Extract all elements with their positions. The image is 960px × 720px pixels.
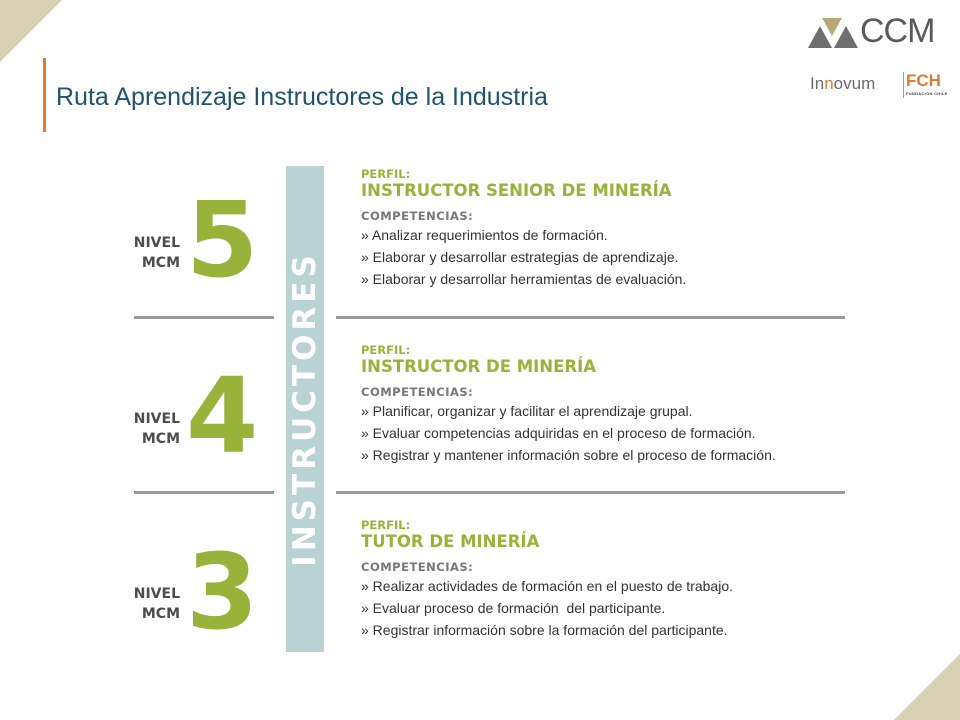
perfil-title: INSTRUCTOR SENIOR DE MINERÍA bbox=[361, 181, 672, 200]
level-3-profile bbox=[361, 519, 861, 641]
nivel-mcm-label: NIVEL MCM bbox=[133, 235, 180, 271]
corner-decoration-bottom-right bbox=[894, 654, 960, 720]
innovum-fch-logo bbox=[810, 72, 950, 100]
level-divider-right bbox=[336, 491, 845, 494]
competencia-item: » Elaborar y desarrollar estrategias de aprendizaje. bbox=[361, 249, 679, 265]
competencias-label: COMPETENCIAS: bbox=[361, 209, 474, 223]
competencia-item: » Realizar actividades de formación en el puesto de trabajo. bbox=[361, 578, 733, 594]
fch-logo-subtext: FUNDACIÓN CHILE bbox=[906, 91, 948, 96]
corner-decoration-top-left bbox=[0, 0, 62, 62]
competencias-label: COMPETENCIAS: bbox=[361, 385, 474, 399]
nivel-mcm-label: NIVEL MCM bbox=[133, 586, 180, 622]
level-number: 5 bbox=[186, 179, 259, 301]
competencias-label: COMPETENCIAS: bbox=[361, 560, 474, 574]
fch-logo-text: FCH bbox=[906, 71, 941, 90]
perfil-title: INSTRUCTOR DE MINERÍA bbox=[361, 357, 596, 376]
level-divider-left bbox=[134, 316, 274, 319]
level-divider-left bbox=[134, 491, 274, 494]
ccm-triangles-icon bbox=[808, 12, 860, 52]
level-5-profile bbox=[361, 168, 861, 290]
level-4-profile bbox=[361, 344, 861, 466]
title-accent-bar bbox=[43, 58, 46, 132]
perfil-label: PERFIL: bbox=[361, 343, 411, 357]
level-number: 4 bbox=[186, 355, 259, 477]
competencia-item: » Analizar requerimientos de formación. bbox=[361, 227, 608, 243]
competencia-item: » Registrar información sobre la formación del participante. bbox=[361, 622, 728, 638]
competencia-item: » Planificar, organizar y facilitar el aprendizaje grupal. bbox=[361, 403, 693, 419]
logo-divider bbox=[903, 72, 904, 98]
page-title: Ruta Aprendizaje Instructores de la Industria bbox=[56, 83, 548, 111]
competencia-item: » Elaborar y desarrollar herramientas de evaluación. bbox=[361, 271, 687, 287]
perfil-label: PERFIL: bbox=[361, 518, 411, 532]
nivel-mcm-label: NIVEL MCM bbox=[133, 411, 180, 447]
instructores-band-label: INSTRUCTORES bbox=[287, 251, 323, 567]
competencia-item: » Evaluar competencias adquiridas en el proceso de formación. bbox=[361, 425, 756, 441]
level-number: 3 bbox=[186, 531, 259, 653]
competencia-item: » Registrar y mantener información sobre el proceso de formación. bbox=[361, 447, 776, 463]
ccm-logo-text: CCM bbox=[860, 12, 935, 50]
perfil-title: TUTOR DE MINERÍA bbox=[361, 532, 540, 551]
perfil-label: PERFIL: bbox=[361, 167, 411, 181]
innovum-logo-text: Innovum bbox=[810, 74, 876, 93]
competencia-item: » Evaluar proceso de formación del participante. bbox=[361, 600, 666, 616]
ccm-logo bbox=[808, 12, 948, 52]
level-divider-right bbox=[336, 316, 845, 319]
